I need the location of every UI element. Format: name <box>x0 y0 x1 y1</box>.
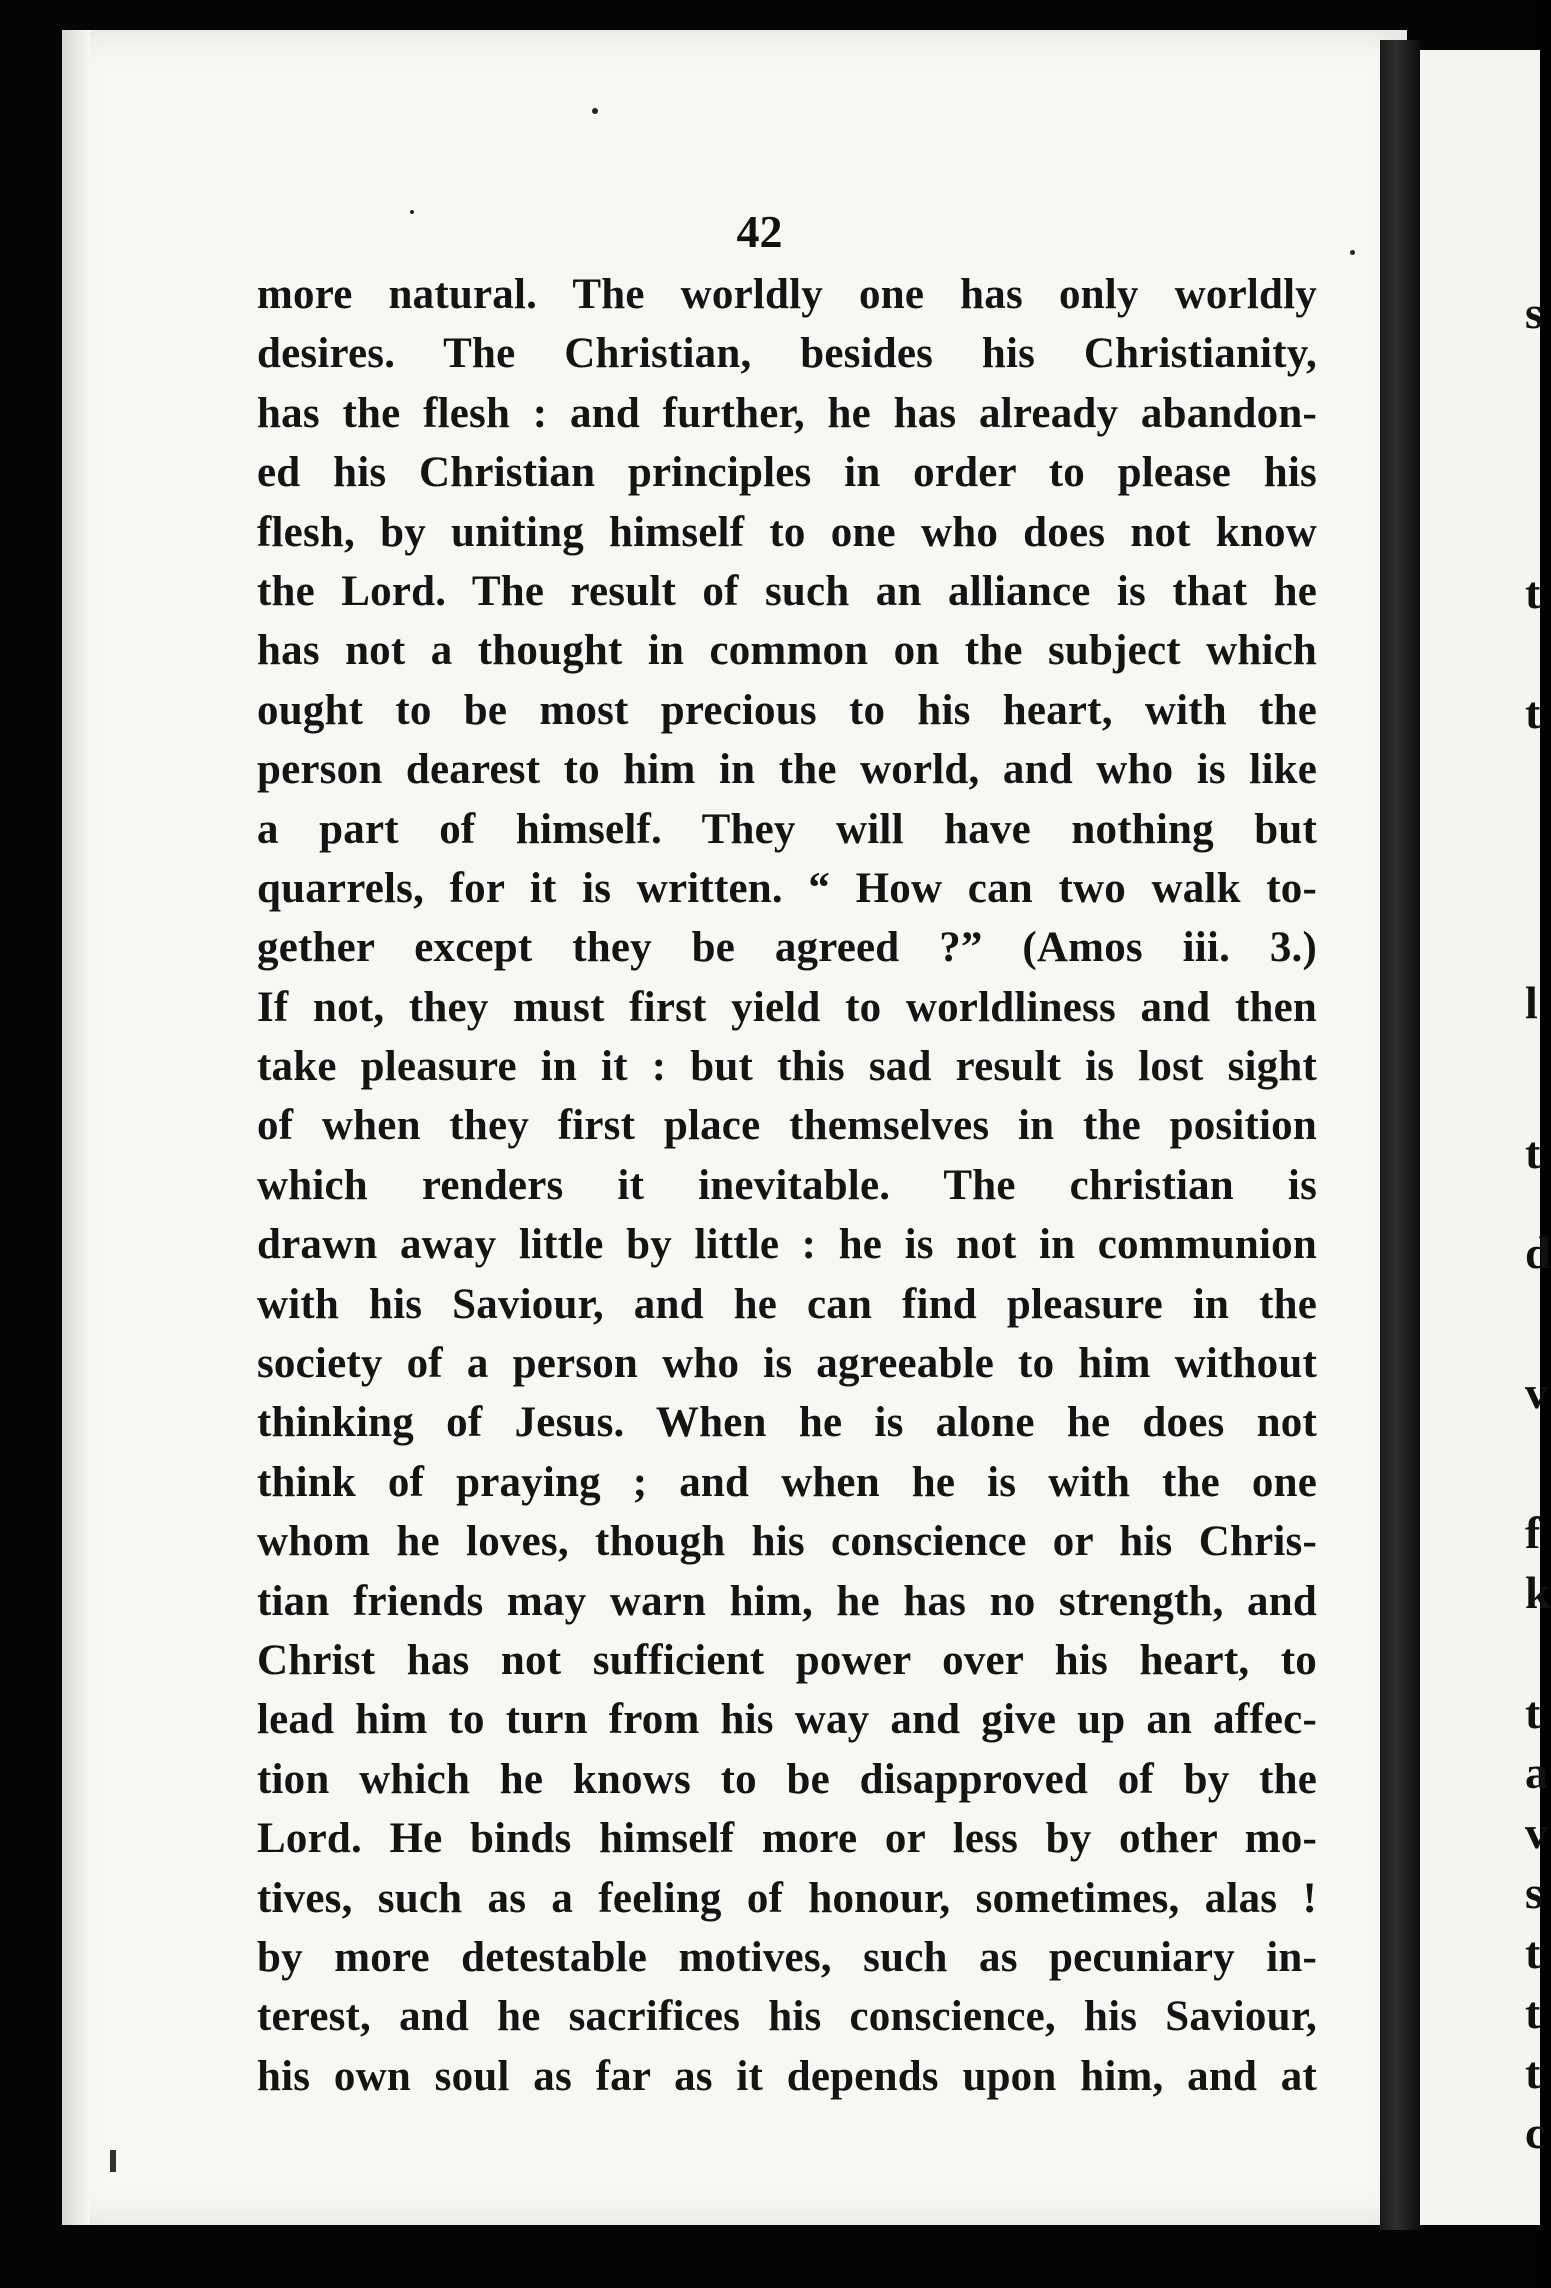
adjacent-page-letter: k <box>1525 1567 1551 1618</box>
text-line: ed his Christian principles in order to please his <box>257 449 1317 497</box>
ink-speck <box>592 108 598 114</box>
text-line: lead him to turn from his way and give up an affec- <box>257 1696 1317 1744</box>
adjacent-page-letter: d <box>1525 1227 1551 1278</box>
text-line: tives, such as a feeling of honour, sometimes, alas ! <box>257 1874 1317 1922</box>
text-line: Christ has not sufficient power over his heart, to <box>257 1636 1317 1684</box>
ink-speck <box>410 210 414 214</box>
text-line: desires. The Christian, besides his Christianity, <box>257 330 1317 378</box>
text-line: society of a person who is agreeable to him without <box>257 1340 1317 1388</box>
text-line: more natural. The worldly one has only worldly <box>257 271 1317 318</box>
adjacent-page-letter: t <box>1525 2047 1541 2098</box>
adjacent-page-letter: l <box>1525 977 1538 1028</box>
adjacent-page-letter: v <box>1525 1807 1548 1858</box>
text-line: his own soul as far as it depends upon him, and at <box>257 2052 1317 2100</box>
text-line: has the flesh : and further, he has already abandon- <box>257 389 1317 437</box>
text-line: whom he loves, though his conscience or his Chris- <box>257 1518 1317 1566</box>
ink-speck <box>1350 250 1355 255</box>
adjacent-page-letter: t <box>1525 1927 1541 1978</box>
text-line: the Lord. The result of such an alliance is that he <box>257 567 1317 615</box>
adjacent-page-letter: a <box>1525 1747 1548 1798</box>
adjacent-page-letter: s <box>1525 287 1543 338</box>
text-line: drawn away little by little : he is not in communion <box>257 1221 1317 1269</box>
adjacent-page-letter: t <box>1525 1687 1541 1738</box>
adjacent-page-letter: t <box>1525 1127 1541 1178</box>
adjacent-page-letter: s <box>1525 1867 1543 1918</box>
text-line: person dearest to him in the world, and who is like <box>257 746 1317 794</box>
text-line: by more detestable motives, such as pecuniary in- <box>257 1933 1317 1981</box>
book-gutter <box>1380 40 1420 2230</box>
text-line: quarrels, for it is written. “ How can two walk to- <box>257 864 1317 912</box>
text-line: Lord. He binds himself more or less by other mo- <box>257 1815 1317 1863</box>
page-number: 42 <box>736 206 783 257</box>
adjacent-page-edge <box>1420 50 1551 2225</box>
text-line: ought to be most precious to his heart, with the <box>257 686 1317 734</box>
text-line: has not a thought in common on the subject which <box>257 627 1317 675</box>
adjacent-page-letter: v <box>1525 1367 1548 1418</box>
adjacent-page-letter: t <box>1525 567 1541 618</box>
adjacent-page-letter: f <box>1525 1507 1541 1558</box>
text-line: tion which he knows to be disapproved of by the <box>257 1755 1317 1803</box>
text-line: tian friends may warn him, he has no strength, and <box>257 1577 1317 1625</box>
text-line: think of praying ; and when he is with the one <box>257 1458 1317 1506</box>
text-line: take pleasure in it : but this sad result is lost sight <box>257 1043 1317 1091</box>
adjacent-page-letter: t <box>1525 687 1541 738</box>
text-line: flesh, by uniting himself to one who does not know <box>257 508 1317 556</box>
scan-mark <box>110 2150 116 2172</box>
body-text <box>257 265 1317 2106</box>
text-line: with his Saviour, and he can find pleasure in the <box>257 1280 1317 1328</box>
text-line: thinking of Jesus. When he is alone he does not <box>257 1399 1317 1447</box>
adjacent-page-letter: c <box>1525 2107 1546 2158</box>
text-line: of when they first place themselves in the position <box>257 1102 1317 1150</box>
text-line: a part of himself. They will have nothing but <box>257 805 1317 853</box>
page-edge-shadow <box>62 30 90 2225</box>
text-line: If not, they must first yield to worldliness and then <box>257 983 1317 1031</box>
text-line: which renders it inevitable. The christian is <box>257 1161 1317 1209</box>
text-line: gether except they be agreed ?” (Amos iii. 3.) <box>257 924 1317 972</box>
text-line: terest, and he sacrifices his conscience, his Saviour, <box>257 1993 1317 2041</box>
adjacent-page-letter: t <box>1525 1987 1541 2038</box>
